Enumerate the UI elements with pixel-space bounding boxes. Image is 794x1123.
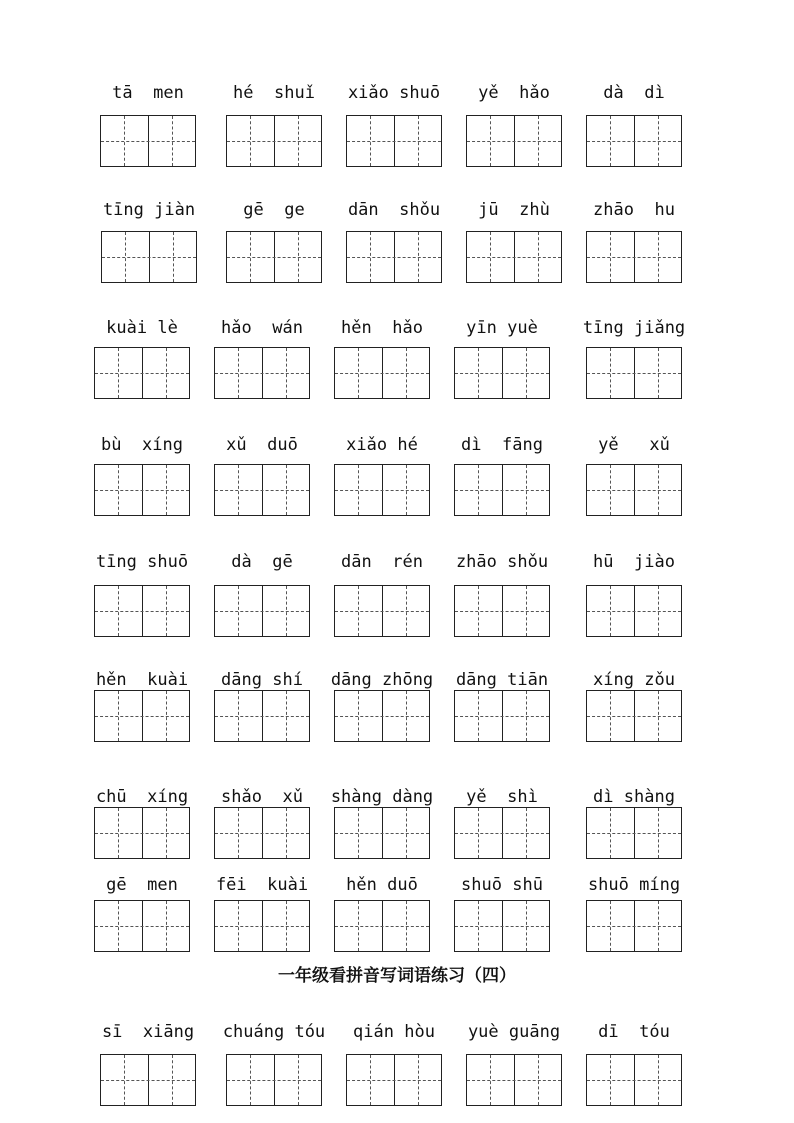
pinyin-prompt: xiǎo shuō	[347, 83, 441, 103]
writing-grid	[586, 690, 682, 742]
writing-grid	[586, 347, 682, 399]
grid-guide-line	[455, 926, 549, 927]
pinyin-prompt: dāng tiān	[455, 670, 549, 690]
writing-grid	[454, 347, 550, 399]
writing-grid	[226, 1054, 322, 1106]
grid-guide-line	[335, 716, 429, 717]
pinyin-prompt: xǔ duō	[226, 435, 298, 455]
writing-grid	[94, 807, 190, 859]
writing-grid	[466, 1054, 562, 1106]
grid-guide-line	[102, 257, 196, 258]
writing-grid	[226, 231, 322, 283]
writing-grid	[586, 585, 682, 637]
pinyin-prompt: shàng dàng	[330, 787, 434, 807]
pinyin-prompt: qián hòu	[353, 1022, 435, 1042]
writing-grid	[94, 690, 190, 742]
grid-guide-line	[455, 373, 549, 374]
pinyin-prompt: gē ge	[243, 200, 305, 220]
pinyin-prompt: shǎo xǔ	[221, 787, 303, 807]
writing-grid	[100, 115, 196, 167]
pinyin-prompt: kuài lè	[106, 318, 178, 338]
pinyin-prompt: zhāo hu	[593, 200, 675, 220]
grid-guide-line	[227, 141, 321, 142]
grid-guide-line	[215, 926, 309, 927]
pinyin-prompt: chū xíng	[95, 787, 189, 807]
pinyin-prompt: gē men	[106, 875, 178, 895]
writing-grid	[214, 900, 310, 952]
pinyin-prompt: tīng jiǎng	[582, 318, 686, 338]
writing-grid	[100, 1054, 196, 1106]
writing-grid	[346, 115, 442, 167]
grid-guide-line	[347, 257, 441, 258]
pinyin-prompt: dì shàng	[593, 787, 675, 807]
grid-guide-line	[101, 141, 195, 142]
writing-grid	[586, 231, 682, 283]
writing-grid	[586, 807, 682, 859]
pinyin-prompt: tā men	[112, 83, 184, 103]
grid-guide-line	[95, 373, 189, 374]
pinyin-prompt: hé shuǐ	[233, 83, 315, 103]
pinyin-prompt: yuè guāng	[467, 1022, 561, 1042]
grid-guide-line	[467, 141, 561, 142]
writing-grid	[454, 585, 550, 637]
writing-grid	[586, 115, 682, 167]
pinyin-prompt: dà gē	[231, 552, 293, 572]
grid-guide-line	[587, 373, 681, 374]
writing-grid	[94, 900, 190, 952]
grid-guide-line	[335, 490, 429, 491]
writing-grid	[334, 807, 430, 859]
writing-grid	[346, 231, 442, 283]
writing-grid	[101, 231, 197, 283]
pinyin-prompt: xíng zǒu	[593, 670, 675, 690]
pinyin-prompt: dì fāng	[461, 435, 543, 455]
pinyin-prompt: chuáng tóu	[222, 1022, 326, 1042]
grid-guide-line	[587, 716, 681, 717]
grid-guide-line	[95, 611, 189, 612]
pinyin-prompt: zhāo shǒu	[455, 552, 549, 572]
grid-guide-line	[587, 833, 681, 834]
writing-grid	[94, 347, 190, 399]
pinyin-prompt: tīng jiàn	[102, 200, 196, 220]
pinyin-prompt: hū jiào	[593, 552, 675, 572]
grid-guide-line	[587, 926, 681, 927]
writing-grid	[454, 900, 550, 952]
grid-guide-line	[467, 257, 561, 258]
grid-guide-line	[95, 490, 189, 491]
writing-grid	[334, 690, 430, 742]
grid-guide-line	[335, 373, 429, 374]
grid-guide-line	[455, 611, 549, 612]
writing-grid	[214, 347, 310, 399]
writing-grid	[334, 347, 430, 399]
grid-guide-line	[227, 257, 321, 258]
grid-guide-line	[455, 716, 549, 717]
pinyin-prompt: yīn yuè	[466, 318, 538, 338]
writing-grid	[214, 807, 310, 859]
writing-grid	[466, 115, 562, 167]
grid-guide-line	[587, 611, 681, 612]
grid-guide-line	[587, 490, 681, 491]
writing-grid	[226, 115, 322, 167]
writing-grid	[334, 585, 430, 637]
pinyin-prompt: yě xǔ	[598, 435, 670, 455]
grid-guide-line	[587, 257, 681, 258]
pinyin-prompt: hǎo wán	[221, 318, 303, 338]
writing-grid	[466, 231, 562, 283]
pinyin-prompt: hěn kuài	[95, 670, 189, 690]
writing-grid	[346, 1054, 442, 1106]
grid-guide-line	[95, 833, 189, 834]
writing-grid	[94, 464, 190, 516]
section-title: 一年级看拼音写词语练习（四）	[278, 966, 516, 986]
pinyin-prompt: dāng zhōng	[330, 670, 434, 690]
writing-grid	[334, 464, 430, 516]
pinyin-prompt: dāng shí	[221, 670, 303, 690]
grid-guide-line	[215, 716, 309, 717]
writing-grid	[214, 690, 310, 742]
grid-guide-line	[215, 611, 309, 612]
pinyin-prompt: dà dì	[603, 83, 665, 103]
grid-guide-line	[101, 1080, 195, 1081]
grid-guide-line	[215, 833, 309, 834]
grid-guide-line	[335, 611, 429, 612]
grid-guide-line	[95, 926, 189, 927]
grid-guide-line	[455, 833, 549, 834]
grid-guide-line	[227, 1080, 321, 1081]
writing-grid	[214, 585, 310, 637]
pinyin-prompt: dī tóu	[598, 1022, 670, 1042]
pinyin-prompt: dān rén	[341, 552, 423, 572]
pinyin-prompt: dān shǒu	[347, 200, 441, 220]
pinyin-prompt: jū zhù	[478, 200, 550, 220]
grid-guide-line	[347, 1080, 441, 1081]
writing-grid	[586, 464, 682, 516]
writing-grid	[454, 464, 550, 516]
writing-grid	[586, 1054, 682, 1106]
grid-guide-line	[335, 926, 429, 927]
pinyin-prompt: shuō shū	[461, 875, 543, 895]
pinyin-prompt: bù xíng	[101, 435, 183, 455]
pinyin-prompt: xiǎo hé	[346, 435, 418, 455]
writing-grid	[214, 464, 310, 516]
grid-guide-line	[335, 833, 429, 834]
pinyin-prompt: sī xiāng	[101, 1022, 195, 1042]
grid-guide-line	[467, 1080, 561, 1081]
grid-guide-line	[215, 490, 309, 491]
grid-guide-line	[215, 373, 309, 374]
grid-guide-line	[347, 141, 441, 142]
writing-grid	[454, 807, 550, 859]
pinyin-prompt: yě shì	[466, 787, 538, 807]
writing-grid	[334, 900, 430, 952]
pinyin-prompt: yě hǎo	[478, 83, 550, 103]
grid-guide-line	[587, 141, 681, 142]
writing-grid	[454, 690, 550, 742]
grid-guide-line	[455, 490, 549, 491]
pinyin-prompt: tīng shuō	[95, 552, 189, 572]
pinyin-prompt: shuō míng	[587, 875, 681, 895]
pinyin-prompt: hěn hǎo	[341, 318, 423, 338]
writing-grid	[94, 585, 190, 637]
pinyin-prompt: hěn duō	[346, 875, 418, 895]
grid-guide-line	[587, 1080, 681, 1081]
pinyin-prompt: fēi kuài	[215, 875, 309, 895]
grid-guide-line	[95, 716, 189, 717]
writing-grid	[586, 900, 682, 952]
